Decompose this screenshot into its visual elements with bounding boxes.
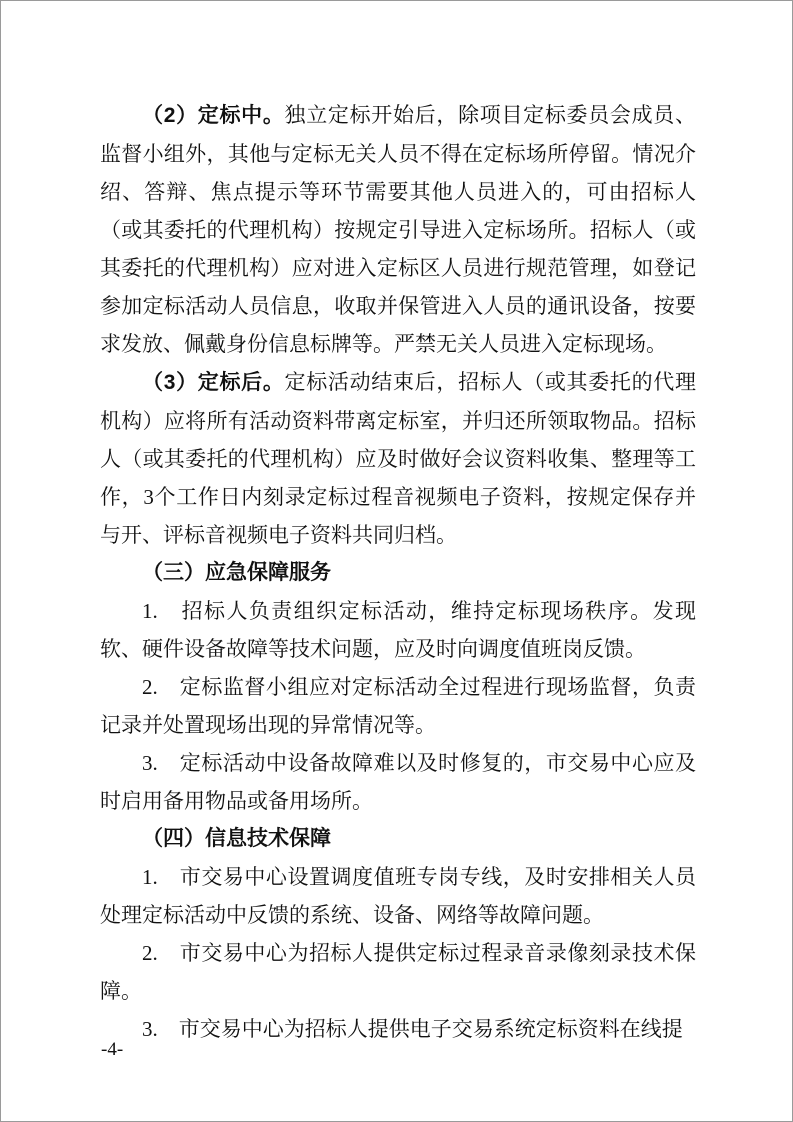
paragraph-text: 1. 市交易中心设置调度值班专岗专线，及时安排相关人员处理定标活动中反馈的系统、设备、网络等故障问题。 bbox=[100, 865, 696, 927]
paragraph bbox=[100, 96, 696, 363]
paragraph bbox=[100, 1010, 696, 1048]
paragraph-text: 2. 市交易中心为招标人提供定标过程录音录像刻录技术保障。 bbox=[100, 941, 696, 1003]
paragraph-text: 1. 招标人负责组织定标活动，维持定标现场秩序。发现软、硬件设备故障等技术问题，应及时向调度值班岗反馈。 bbox=[100, 599, 696, 661]
paragraph bbox=[100, 934, 696, 1010]
paragraph bbox=[100, 668, 696, 744]
document-body bbox=[100, 96, 696, 1048]
paragraph-text: 独立定标开始后，除项目定标委员会成员、监督小组外，其他与定标无关人员不得在定标场所停留。情况介绍、答辩、焦点提示等环节需要其他人员进入的，可由招标人（或其委托的代理机构）按规定引导进入定标场所。招标人（或其委托的代理机构）应对进入定标区人员进行规范管理，如登记参加定标活动人员信息，收取并保管进入人员的通讯设备，按要求发放、佩戴身份信息标牌等。严禁无关人员进入定标现场。 bbox=[100, 103, 696, 356]
paragraph-text: 定标活动结束后，招标人（或其委托的代理机构）应将所有活动资料带离定标室，并归还所领取物品。招标人（或其委托的代理机构）应及时做好会议资料收集、整理等工作，3个工作日内刻录定标过程音视频电子资料，按规定保存并与开、评标音视频电子资料共同归档。 bbox=[100, 370, 696, 547]
section-heading: （四）信息技术保障 bbox=[142, 827, 331, 850]
paragraph bbox=[100, 592, 696, 668]
paragraph-lead: （2）定标中。 bbox=[142, 104, 285, 127]
paragraph bbox=[100, 363, 696, 554]
paragraph-lead: （3）定标后。 bbox=[142, 371, 285, 394]
paragraph-text: 2. 定标监督小组应对定标活动全过程进行现场监督，负责记录并处置现场出现的异常情况等。 bbox=[100, 675, 696, 737]
paragraph bbox=[100, 858, 696, 934]
section-heading: （三）应急保障服务 bbox=[142, 561, 331, 584]
page-number: -4- bbox=[101, 1039, 124, 1060]
paragraph-text: 3. 定标活动中设备故障难以及时修复的，市交易中心应及时启用备用物品或备用场所。 bbox=[100, 751, 696, 813]
paragraph-text: 3. 市交易中心为招标人提供电子交易系统定标资料在线提 bbox=[142, 1017, 683, 1041]
paragraph bbox=[100, 744, 696, 820]
